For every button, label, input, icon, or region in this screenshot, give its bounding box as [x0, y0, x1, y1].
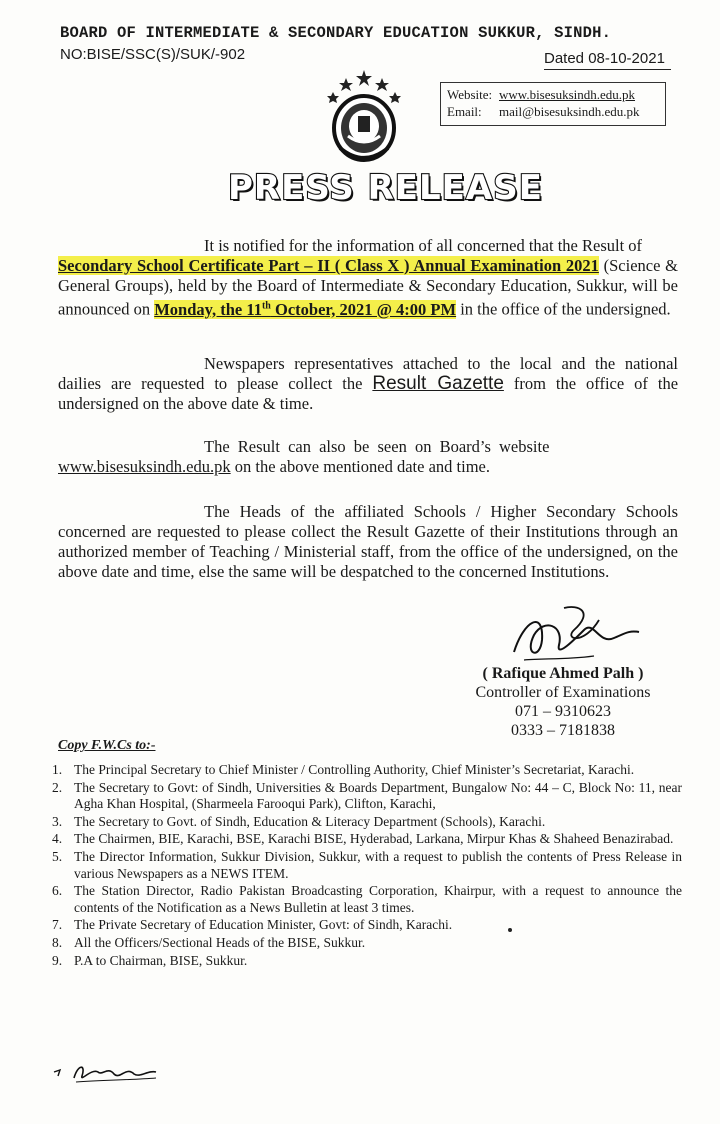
copy-list-item — [52, 849, 682, 882]
copy-list-item-number: 5. — [52, 848, 63, 864]
copy-list-item — [52, 814, 682, 831]
copy-list-item-text: The Chairmen, BIE, Karachi, BSE, Karachi BISE, Hyderabad, Larkana, Mirpur Khas & Shaheed Benazirabad. — [74, 831, 674, 847]
result-date-sup: th — [261, 300, 271, 311]
initials-icon — [52, 1058, 162, 1088]
copy-list-item — [52, 917, 682, 934]
signatory-name: ( Rafique Ahmed Palh ) — [482, 665, 644, 682]
website-inline-link[interactable]: www.bisesuksindh.edu.pk — [58, 457, 231, 476]
copy-list-item — [52, 780, 682, 813]
website-link[interactable]: www.bisesuksindh.edu.pk — [499, 87, 636, 102]
signatory-phone-2: 0333 – 7181838 — [511, 722, 615, 739]
copy-list-item-text: All the Officers/Sectional Heads of the BISE, Sukkur. — [74, 934, 366, 950]
copy-list-item-number: 9. — [52, 952, 63, 968]
copy-list-item-number: 2. — [52, 779, 63, 795]
document-title: PRESS RELEASE — [228, 168, 543, 208]
announcement-tail: in the office of the undersigned. — [460, 299, 671, 319]
paragraph-announcement — [58, 236, 678, 320]
signatory-phone-1: 071 – 9310623 — [515, 703, 611, 720]
email-value[interactable]: mail@bisesuksindh.edu.pk — [499, 104, 640, 119]
announcement-mid: (Science & General Groups), held by the Board of Intermediate & Secondary Education, Sukkur, will be announced on — [58, 256, 678, 319]
signature-icon — [504, 600, 644, 670]
result-date-post: October, 2021 @ 4:00 PM — [270, 299, 457, 319]
copy-list-item-text: The Principal Secretary to Chief Minister / Controlling Authority, Chief Minister’s Secretariat, Karachi. — [74, 762, 635, 777]
copy-list-item — [52, 883, 682, 916]
copy-list-item-text: The Secretary to Govt: of Sindh, Universities & Boards Department, Bungalow No: 44 – C, Block No: 11, near Agha Khan Hospital, (Sharmeela Farooqui Park), Clifton, Karachi, — [74, 779, 682, 812]
result-date-highlight — [154, 300, 456, 319]
result-gazette-text: Result Gazette — [372, 373, 504, 394]
contact-box — [440, 82, 666, 126]
board-name: BOARD OF INTERMEDIATE & SECONDARY EDUCATION SUKKUR, SINDH. — [60, 24, 612, 42]
copy-list-item-text: The Station Director, Radio Pakistan Broadcasting Corporation, Khairpur, with a request to announce the contents of the Notification as a News Bulletin at least 3 times. — [74, 883, 682, 915]
signatory-designation: Controller of Examinations — [475, 684, 651, 701]
paragraph-website — [58, 437, 678, 477]
paragraph-newspapers — [58, 354, 678, 414]
email-row — [447, 103, 659, 120]
copy-list-item-text: P.A to Chairman, BISE, Sukkur. — [74, 952, 248, 968]
copy-list-item-number: 6. — [52, 883, 63, 899]
website-label: Website: — [447, 87, 493, 102]
copy-list-item-text: The Private Secretary of Education Minister, Govt: of Sindh, Karachi. — [74, 917, 453, 933]
website-row — [447, 86, 659, 103]
exam-name-highlight: Secondary School Certificate Part – II ( Class X ) Annual Examination 2021 — [58, 256, 599, 275]
copy-list-item — [52, 935, 682, 952]
copy-list-item — [52, 831, 682, 848]
copy-list — [52, 762, 682, 970]
stray-mark — [508, 928, 512, 932]
reference-number: NO:BISE/SSC(S)/SUK/-902 — [60, 46, 246, 63]
announcement-lead: It is notified for the information of all concerned that the Result of — [204, 236, 643, 255]
heads-text: The Heads of the affiliated Schools / Higher Secondary Schools concerned are requested to please collect the Result Gazette of their Institutions through an authorized member of Teaching / Ministerial staff, from the office of the undersigned, on the above date and time, else the same will be despatched to the concerned Institutions. — [58, 502, 678, 581]
issue-date — [544, 50, 665, 67]
newspapers-tail: from the office of the undersigned on the above date & time. — [58, 374, 679, 413]
copy-list-item-number: 1. — [52, 762, 63, 777]
paragraph-heads — [58, 502, 678, 582]
copy-list-item — [52, 953, 682, 970]
website-lead: The Result can also be seen on Board’s website — [204, 437, 550, 456]
email-label: Email: — [447, 104, 482, 119]
newspapers-lead: Newspapers representatives attached to the local and the national dailies are requested to please collect the — [58, 354, 678, 393]
website-tail: on the above mentioned date and time. — [234, 457, 490, 476]
copy-list-item-number: 8. — [52, 934, 63, 950]
issue-date-text: Dated 08-10-2021 — [544, 50, 665, 67]
board-emblem-icon — [318, 68, 410, 166]
signatory-block — [470, 664, 656, 740]
copy-heading: Copy F.W.Cs to:- — [58, 738, 156, 753]
copy-list-item-text: The Director Information, Sukkur Division, Sukkur, with a request to publish the contents of Press Release in various Newspapers as a NEWS ITEM. — [74, 848, 682, 881]
copy-list-item-text: The Secretary to Govt. of Sindh, Education & Literacy Department (Schools), Karachi. — [74, 813, 546, 829]
result-date-pre: Monday, the 11 — [154, 299, 262, 319]
date-underline — [544, 69, 671, 70]
copy-list-item-number: 3. — [52, 813, 63, 829]
copy-list-item-number: 7. — [52, 917, 63, 933]
copy-list-item — [52, 762, 682, 779]
copy-list-item-number: 4. — [52, 831, 63, 847]
